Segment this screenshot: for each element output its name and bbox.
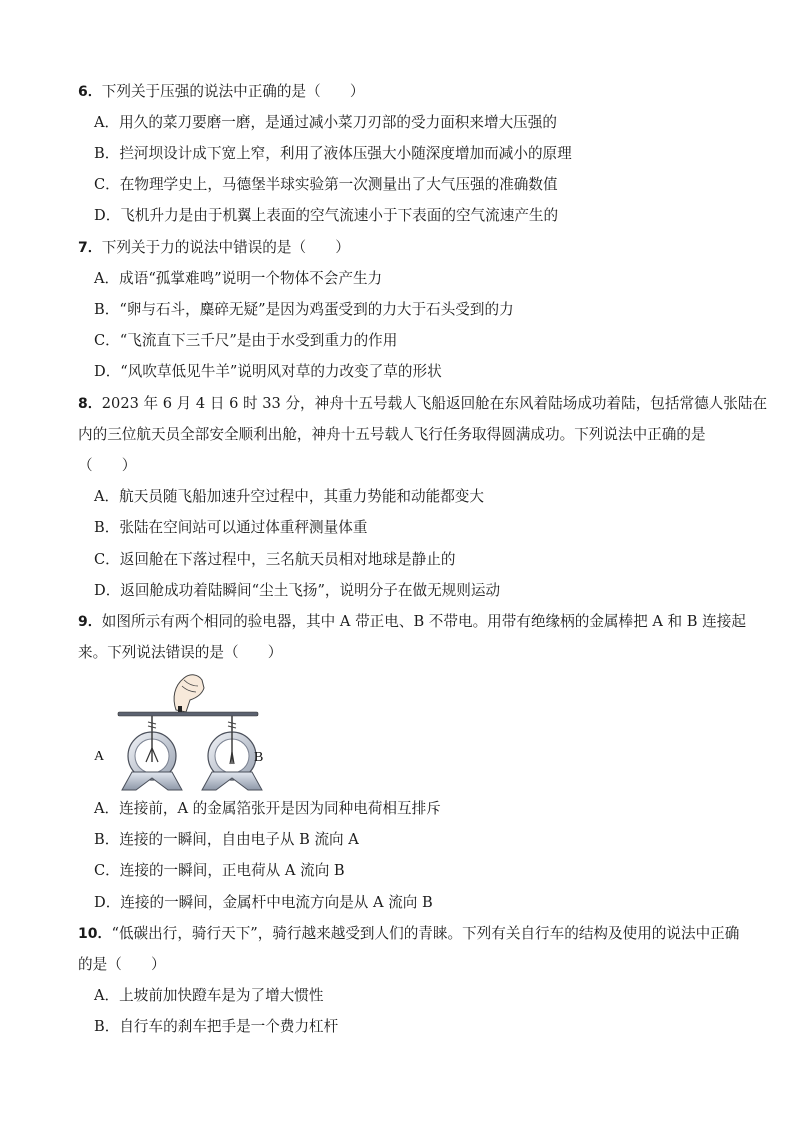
- question-6-option-c: C．在物理学史上，马德堡半球实验第一次测量出了大气压强的准确数值: [94, 176, 558, 193]
- question-10-stem-line-2: 的是（ ）: [78, 956, 166, 973]
- question-7-option-c: C．“飞流直下三千尺”是由于水受到重力的作用: [94, 332, 398, 349]
- question-8-stem-line-1: 8．2023 年 6 月 4 日 6 时 33 分，神舟十五号载人飞船返回舱在东风着陆场成功着陆，包括常德人张陆在: [78, 395, 768, 412]
- question-9-stem-line-2: 来。下列说法错误的是（ ）: [78, 644, 283, 661]
- question-6-stem: 6．下列关于压强的说法中正确的是（ ）: [78, 83, 365, 100]
- question-7-stem: 7．下列关于力的说法中错误的是（ ）: [78, 239, 350, 256]
- question-8-option-b: B．张陆在空间站可以通过体重秤测量体重: [94, 519, 368, 536]
- question-7-option-b: B．“卵与石斗，麋碎无疑”是因为鸡蛋受到的力大于石头受到的力: [94, 301, 514, 318]
- question-9-option-d: D．连接的一瞬间，金属杆中电流方向是从 A 流向 B: [94, 894, 433, 911]
- question-8-stem-line-2: 内的三位航天员全部安全顺利出舱，神舟十五号载人飞行任务取得圆满成功。下列说法中正确的是: [78, 426, 706, 443]
- question-10-option-a: A．上坡前加快蹬车是为了增大惯性: [94, 987, 324, 1004]
- label-b: B: [254, 750, 264, 765]
- hand-icon: [174, 675, 204, 716]
- question-6-option-a: A．用久的菜刀要磨一磨，是通过减小菜刀刃部的受力面积来增大压强的: [94, 114, 557, 131]
- question-number: 7．: [78, 240, 102, 256]
- question-8-option-a: A．航天员随飞船加速升空过程中，其重力势能和动能都变大: [94, 488, 484, 505]
- question-number: 8．: [78, 396, 102, 412]
- electroscope-b: [202, 716, 262, 790]
- question-7-option-a: A．成语“孤掌难鸣”说明一个物体不会产生力: [94, 270, 383, 287]
- question-10-option-b: B．自行车的刹车把手是一个费力杠杆: [94, 1018, 339, 1035]
- question-7-option-d: D．“风吹草低见牛羊”说明风对草的力改变了草的形状: [94, 363, 442, 380]
- question-8-stem-line-3: （ ）: [78, 457, 137, 474]
- question-9-option-b: B．连接的一瞬间，自由电子从 B 流向 A: [94, 831, 359, 848]
- question-9-stem-line-1: 9．如图所示有两个相同的验电器，其中 A 带正电、B 不带电。用带有绝缘柄的金属棒把 A 和 B 连接起: [78, 613, 746, 630]
- question-9-option-a: A．连接前，A 的金属箔张开是因为同种电荷相互排斥: [94, 800, 441, 817]
- question-8-option-c: C．返回舱在下落过程中，三名航天员相对地球是静止的: [94, 551, 456, 568]
- question-6-option-b: B．拦河坝设计成下宽上窄，利用了液体压强大小随深度增加而减小的原理: [94, 145, 572, 162]
- question-8-option-d: D．返回舱成功着陆瞬间“尘土飞扬”，说明分子在做无规则运动: [94, 582, 501, 599]
- metal-rod: [118, 712, 258, 716]
- question-6-option-d: D．飞机升力是由于机翼上表面的空气流速小于下表面的空气流速产生的: [94, 207, 559, 224]
- question-number: 9．: [78, 614, 102, 630]
- question-number: 10．: [78, 926, 112, 942]
- electroscope-a: [122, 716, 182, 790]
- question-10-stem-line-1: 10．“低碳出行，骑行天下”，骑行越来越受到人们的青睐。下列有关自行车的结构及使用的说法中正确: [78, 925, 740, 942]
- electroscope-figure: [92, 668, 272, 794]
- label-a: A: [94, 749, 105, 764]
- question-number: 6．: [78, 84, 102, 100]
- question-9-option-c: C．连接的一瞬间，正电荷从 A 流向 B: [94, 862, 345, 879]
